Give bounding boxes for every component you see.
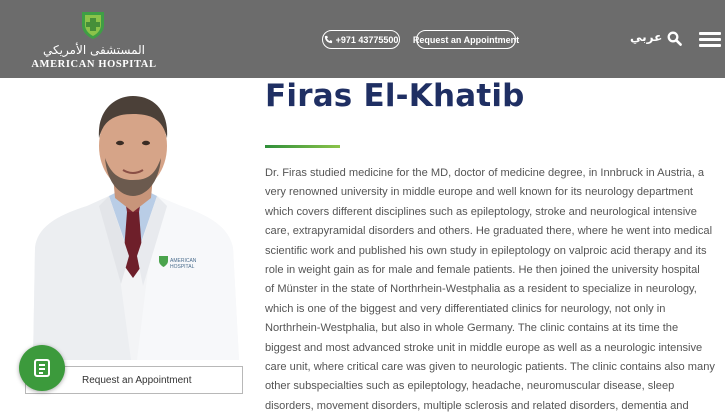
bio-line: other subspecialties such as epileptology, headache, neuromuscular disease, sleep — [265, 380, 675, 393]
phone-number: +971 43775500 — [335, 34, 399, 45]
site-header — [0, 0, 725, 78]
bio-line: which is one of the biggest and very differentiated clinics for neurology, not only in — [265, 302, 666, 315]
american-hospital-logo[interactable] — [30, 10, 158, 72]
chat-icon — [31, 357, 53, 379]
coat-logo-line2: HOSPITAL — [170, 264, 195, 270]
phone-button[interactable] — [322, 30, 400, 49]
bio-line: very renowned university in middle europe and well known for its neurology department — [265, 186, 693, 199]
doctor-photo — [25, 88, 243, 360]
chat-button[interactable] — [19, 345, 65, 391]
sidebar-appointment-button[interactable]: Request an Appointment — [25, 366, 243, 394]
logo-english-text: AMERICAN HOSPITAL — [31, 59, 157, 70]
bio-line: scientific work and published his own study in epileptology on valproic acid therapy and its — [265, 244, 707, 257]
bio-line: care, extrapyramidal disorders and others. He graduated there, where he went into medical — [265, 225, 713, 238]
language-switch[interactable]: عربي — [630, 30, 663, 44]
bio-line: care unit, where critical care was given to neurologic patients. The clinic contains also many — [265, 361, 715, 374]
bio-line: Northrhein-Westphalia, but also in whole Germany. The clinic contains at its time the — [265, 322, 679, 335]
bio-line: which covers different disciplines such as epileptology, stroke and neurological intensive — [265, 205, 697, 218]
hamburger-menu-icon[interactable] — [699, 32, 721, 47]
logo-shield-icon — [80, 10, 106, 40]
phone-icon — [324, 35, 333, 44]
bio-line: biggest and most advanced stroke unit in middle europe as well as a neurologic intensive — [265, 341, 703, 354]
bio-line: disorders, movement disorders, multiple sclerosis and related disorders, dementia and — [265, 399, 689, 412]
bio-line: of Münster in the state of Northrhein-Westphalia as a resident to specialize in neurology, — [265, 283, 697, 296]
doctor-bio — [265, 164, 723, 416]
bio-line: Dr. Firas studied medicine for the MD, doctor of medicine degree, in Innbruck in Austria, a — [265, 167, 705, 179]
search-icon[interactable] — [667, 31, 682, 46]
logo-arabic-text: المستشفى الأمريكي — [42, 43, 146, 57]
bio-line: role in weight gain as for male and female patients. He then joined the university hospital — [265, 264, 700, 277]
title-divider — [265, 145, 340, 148]
doctor-name: Firas El-Khatib — [265, 78, 525, 114]
coat-logo-line1: AMERICAN — [170, 258, 197, 264]
header-appointment-button[interactable]: Request an Appointment — [416, 30, 516, 49]
